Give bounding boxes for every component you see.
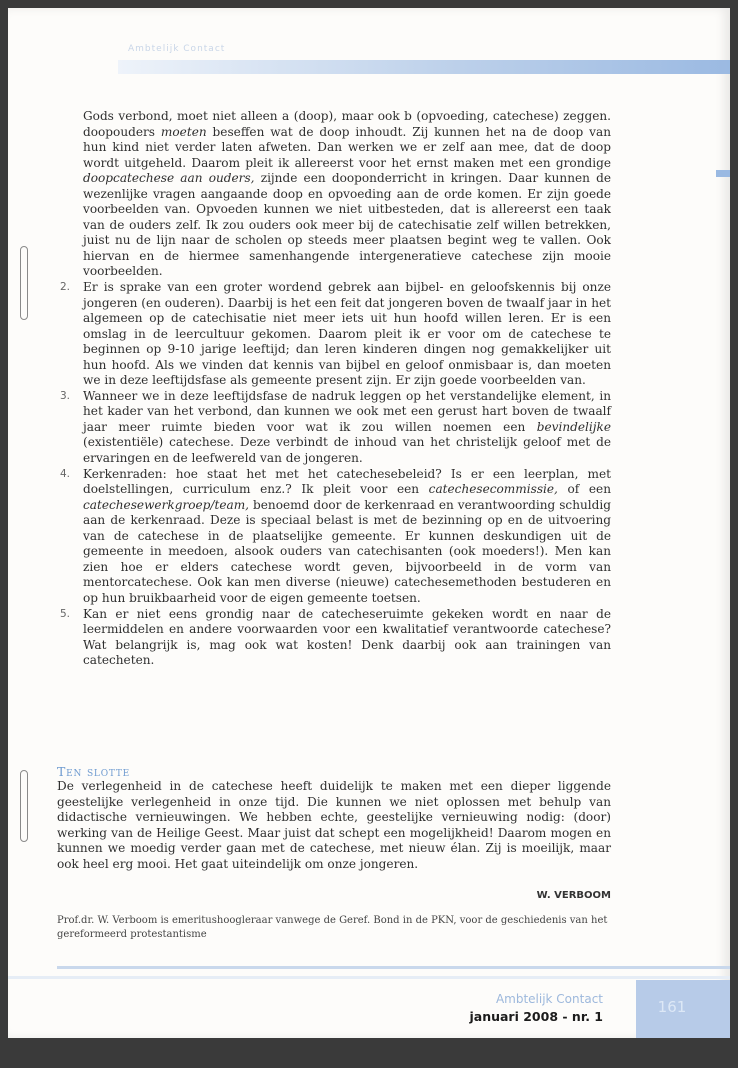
staple-icon [20, 770, 28, 842]
issue-label: januari 2008 - nr. 1 [469, 1009, 603, 1024]
edge-tab-marker [716, 170, 730, 177]
list-item-number: 3. [60, 389, 71, 402]
header-band [118, 60, 730, 74]
author-bio: Prof.dr. W. Verboom is emeritushoogleraar vanwege de Geref. Bond in de PKN, voor de geschiedenis van het gereformeerd protestantisme [57, 915, 608, 940]
list-item-text: Kan er niet eens grondig naar de catecheseruimte gekeken wordt en naar de leermiddelen en andere voorwaarden voor een kwalitatief verantwoorde catechese? Wat belangrijk is, mag ook wat kosten! Denk daarbij ook aan trainingen van catecheten. [83, 606, 611, 668]
closing-paragraph: De verlegenheid in de catechese heeft duidelijk te maken met een dieper liggende geestelijke verlegenheid in onze tijd. Die kunnen we niet oplossen met behulp van didactische vernieuwingen. We hebben echte, geestelijke vernieuwing nodig: (door) werking van de Heilige Geest. Maar juist dat schept een mogelijkheid! Daarom mogen en kunnen we moedig verder gaan met de catechese, met nieuw élan. Zij is moeilijk, maar ook heel erg mooi. Het gaat uiteindelijk om onze jongeren. [57, 779, 611, 871]
list-item-number: 2. [60, 281, 71, 294]
list-item-text: Kerkenraden: hoe staat het met het catechesebeleid? Is er een leerplan, met doelstellingen, curriculum enz.? Ik pleit voor een catechesecommissie, of een catechesewerkgroep/team, benoemd door de kerkenraad en verantwoording schuldig aan de kerkenraad. Deze is speciaal belast is met de bezinning op en de uitvoering van de catechese in de plaatselijke gemeente. Er kunnen deskundigen uit de gemeente in meedoen, alsook ouders van catechisanten (ook moeders!). Men kan zien hoe er elders catechese wordt geven, bijvoorbeeld in de vorm van mentorcatechese. Ook kan men diverse (nieuwe) catechesemethoden bestuderen en op hun bruikbaarheid voor de eigen gemeente toetsen. [83, 466, 611, 605]
header-band-text: Ambtelijk Contact [128, 44, 226, 54]
page-number: 161 [657, 998, 687, 1016]
footer-divider [8, 976, 730, 979]
staple-icon [20, 246, 28, 320]
list-item [60, 388, 611, 467]
list-item-number: 4. [60, 467, 71, 480]
author-signature: W. VERBOOM [536, 890, 611, 901]
list-item-text: Wanneer we in deze leeftijdsfase de nadruk leggen op het verstandelijke element, in het kader van het verbond, dan kunnen we ook met een gerust hart boven de twaalf jaar meer ruimte bieden voor wat ik zou willen noemen een bevindelijke (existentiële) catechese. Deze verbindt de inhoud van het christelijk geloof met de ervaringen en de leefwereld van de jongeren. [83, 388, 611, 466]
document-page [8, 8, 730, 1038]
publication-title: Ambtelijk Contact [495, 992, 603, 1006]
list-item [60, 606, 611, 669]
intro-paragraph: Gods verbond, moet niet alleen a (doop), maar ook b (opvoeding, catechese) zeggen. doopouders moeten beseffen wat de doop inhoudt. Zij kunnen het na de doop van hun kind niet verder laten afweten. Dan werken we er zelf aan mee, dat de doop wordt uitgeheld. Daarom pleit ik allereerst voor het ernst maken met een grondige doopcatechese aan ouders, zijnde een dooponderricht in kringen. Daar kunnen de wezenlijke vragen aangaande doop en opvoeding aan de orde komen. Er zijn goede voorbeelden van. Opvoeden kunnen we niet uitbesteden, dat is allereerst een taak van de ouders zelf. Ik zou ouders ook meer bij de catechisatie zelf willen betrekken, juist nu de lijn naar de scholen op steeds meer plaatsen begint weg te vallen. Ook hiervan en de hiermee samenhangende intergeneratieve catechese zijn mooie voorbeelden. [83, 109, 612, 279]
list-item [60, 466, 611, 607]
article-body [60, 109, 612, 669]
footer-divider [57, 966, 730, 969]
list-item-text: Er is sprake van een groter wordend gebrek aan bijbel- en geloofskennis bij onze jongeren (en ouderen). Daarbij is het een feit dat jongeren boven de twaalf jaar in het algemeen op de catechisatie niet meer iets uit hun hoofd willen leren. Er is een omslag in de leercultuur gekomen. Daarom pleit ik er voor om de catechese te beginnen op 9-10 jarige leeftijd; dan leren kinderen dingen nog gemakkelijker uit hun hoofd. Als we vinden dat kennis van bijbel en geloof onmisbaar is, dan moeten we in deze leeftijdsfase als gemeente present zijn. Er zijn goede voorbeelden van. [83, 280, 611, 388]
section-heading: Ten slotte [57, 764, 131, 779]
list-item-number: 5. [60, 607, 71, 620]
list-item [60, 280, 611, 389]
